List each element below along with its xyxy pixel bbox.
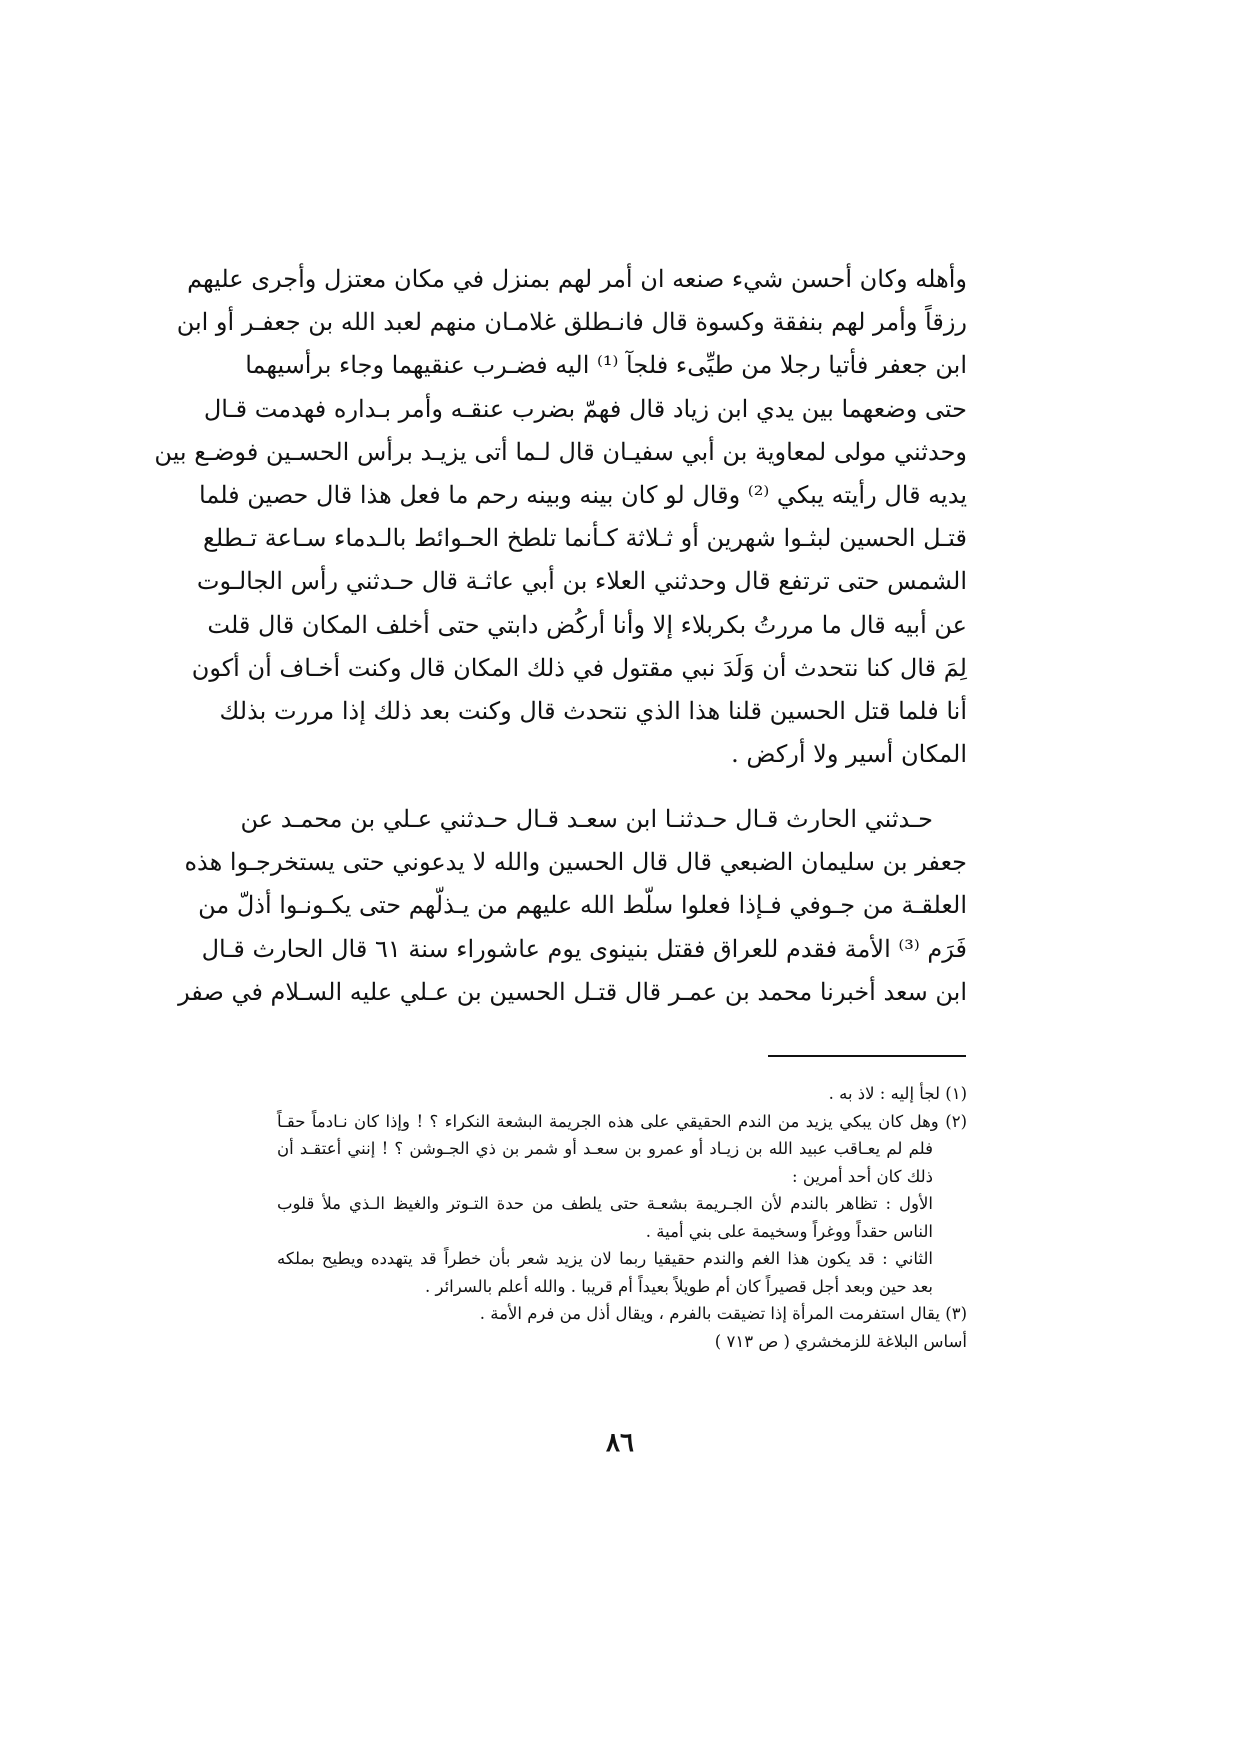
text-line: وحدثني مولى لمعاوية بن أبي سفيـان قال لـما أتى يزيـد برأس الحسـين فوضـع بين — [154, 437, 967, 466]
footnote-separator — [768, 1055, 966, 1057]
footnote-2-line: الناس حقداً ووغراً وسخيمة على بني أمية . — [645, 1221, 933, 1241]
text-line: العلقـة من جـوفي فـإذا فعلوا سلّط الله عليهم من يـذلّهم حتى يكـونـوا أذلّ من — [198, 891, 967, 920]
text-line: لِمَ قال كنا نتحدث أن وَلَدَ نبي مقتول في ذلك المكان قال وكنت أخـاف أن أكون — [191, 653, 967, 682]
footnote-2-line: ذلك كان أحد أمرين : — [792, 1166, 933, 1186]
page-number: ٨٦ — [606, 1428, 634, 1458]
footnote-3: (٣) يقال استفرمت المرأة إذا تضيقت بالفرم ، ويقال أذل من فرم الأمة . — [479, 1304, 967, 1323]
text-line: ابن جعفر فأتيا رجلا من طيِّىء فلجآ ⁽¹⁾ اليه فضـرب عنقيهما وجاء برأسيهما — [245, 351, 967, 380]
text-line: ابن سعد أخبرنا محمد بن عمـر قال قتـل الحسين بن عـلي عليه السـلام في صفر — [178, 977, 967, 1006]
text-line: يديه قال رأيته يبكي ⁽²⁾ وقال لو كان بينه وبينه رحم ما فعل هذا قال حصين فلما — [199, 481, 967, 510]
paragraph-1 — [154, 258, 967, 776]
footnote-2: (٢) وهل كان يبكي يزيد من الندم الحقيقي على هذه الجريمة البشعة النكراء ؟ ! وإذا كان نـادماً حقـاً — [277, 1111, 967, 1131]
footnotes — [277, 1080, 967, 1355]
paragraph-2 — [178, 798, 967, 1014]
footnote-3-source: أساس البلاغة للزمخشري ( ص ٧١٣ ) — [714, 1331, 967, 1351]
text-line: وأهله وكان أحسن شيء صنعه ان أمر لهم بمنزل في مكان معتزل وأجرى عليهم — [187, 265, 967, 293]
text-line: أنا فلما قتل الحسين قلنا هذا الذي نتحدث قال وكنت بعد ذلك إذا مررت بذلك — [219, 697, 967, 726]
text-line: عن أبيه قال ما مررتُ بكربلاء إلا وأنا أركُض دابتي حتى أخلف المكان قال قلت — [207, 610, 967, 639]
text-line: قتـل الحسين لبثـوا شهرين أو ثـلاثة كـأنما تلطخ الحـوائط بالـدماء سـاعة تـطلع — [203, 524, 967, 553]
text-line: فَرَم ⁽³⁾ الأمة فقدم للعراق فقتل بنينوى يوم عاشوراء سنة ٦١ قال الحارث قـال — [201, 934, 967, 963]
footnote-2-line: الثاني : قد يكون هذا الغم والندم حقيقيا ربما لان يزيد شعر بأن خطراً قد يتهدده ويطيح بملكه — [277, 1249, 933, 1268]
text-line: حتى وضعهما بين يدي ابن زياد قال فهمّ بضرب عنقـه وأمر بـداره فهدمت قـال — [203, 394, 967, 423]
text-line: رزقاً وأمر لهم بنفقة وكسوة قال فانـطلق غلامـان منهم لعبد الله بن جعفـر أو ابن — [176, 308, 967, 337]
footnote-2-line: فلم لم يعـاقب عبيد الله بن زيـاد أو عمرو بن سعـد أو شمر بن ذي الجـوشن ؟ ! إنني أعتقـد أن — [277, 1139, 933, 1158]
footnote-1: (١) لجأ إليه : لاذ به . — [828, 1084, 967, 1103]
text-line: المكان أسير ولا أركض . — [731, 740, 967, 769]
text-line: حـدثني الحارث قـال حـدثنـا ابن سعـد قـال حـدثني عـلي بن محمـد عن — [240, 805, 933, 833]
footnote-2-line: الأول : تظاهر بالندم لأن الجـريمة بشعـة حتى يلطف من حدة التـوتر والغيظ الـذي ملأ قلوب — [277, 1194, 933, 1213]
footnote-2-line: بعد حين وبعد أجل قصيراً كان أم طويلاً بعيداً أم قريبا . والله أعلم بالسرائر . — [424, 1276, 933, 1296]
text-line: الشمس حتى ترتفع قال وحدثني العلاء بن أبي عاثـة قال حـدثني رأس الجالـوت — [196, 567, 967, 596]
text-line: جعفر بن سليمان الضبعي قال قال الحسين والله لا يدعوني حتى يستخرجـوا هذه — [184, 848, 967, 877]
